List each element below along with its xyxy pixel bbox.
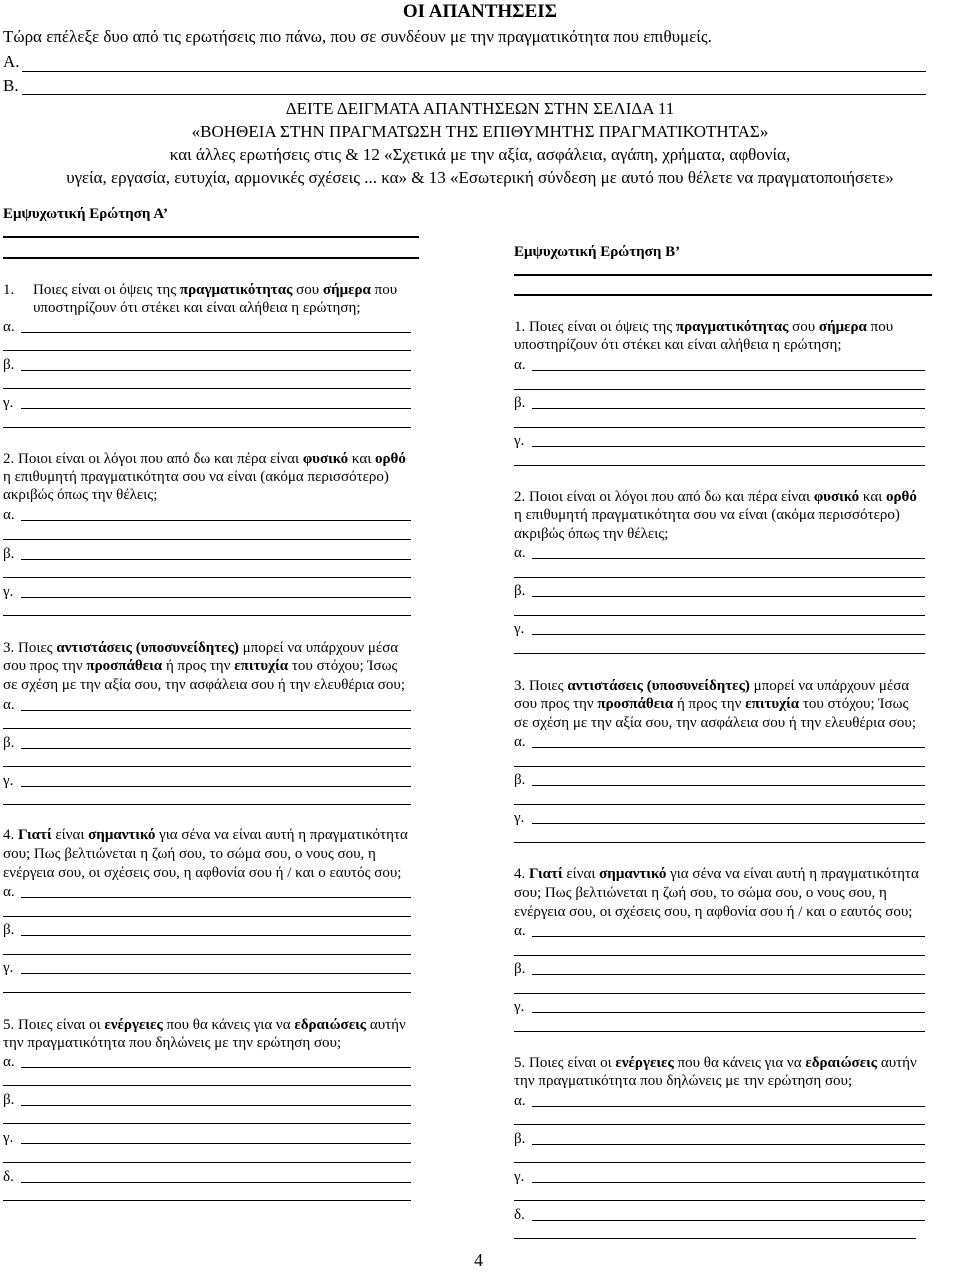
answer-line[interactable] (532, 785, 925, 786)
choice-a-line[interactable] (22, 71, 926, 72)
answer-line[interactable] (514, 389, 925, 390)
q4-line-2: σου; Πως βελτιώνεται η ζωή σου, το σώμα σου, ο νους σου, η (514, 885, 887, 901)
answer-line[interactable] (532, 1106, 925, 1107)
answer-line[interactable] (532, 1144, 925, 1145)
q1-line-1: 1. Ποιες είναι οι όψεις της πραγματικότητας σου σήμερα που (514, 319, 894, 335)
answer-c-label: γ. (3, 1130, 14, 1146)
answer-a-label: α. (3, 697, 15, 713)
answer-a-label: α. (514, 545, 526, 561)
answer-line[interactable] (3, 350, 411, 351)
answer-d-label: δ. (3, 1169, 14, 1185)
answer-c-label: γ. (3, 773, 14, 789)
answer-line[interactable] (532, 634, 925, 635)
answer-a-label: α. (514, 923, 526, 939)
answer-line[interactable] (21, 1182, 411, 1183)
answer-line[interactable] (21, 520, 411, 521)
q5-line-1: 5. Ποιες είναι οι ενέργειες που θα κάνεις για να εδραιώσεις αυτήν (514, 1055, 917, 1071)
answer-c-label: γ. (3, 584, 14, 600)
reference-line-2: «ΒΟΗΘΕΙΑ ΣΤΗΝ ΠΡΑΓΜΑΤΩΣΗ ΤΗΣ ΕΠΙΘΥΜΗΤΗΣ ΠΡΑΓΜΑΤΙΚΟΤΗΤΑΣ» (191, 122, 769, 141)
answer-line[interactable] (532, 1182, 925, 1183)
answer-a-label: α. (514, 1093, 526, 1109)
answer-a-label: α. (3, 319, 15, 335)
answer-line[interactable] (532, 936, 925, 937)
answer-line[interactable] (21, 710, 411, 711)
answer-line[interactable] (21, 597, 411, 598)
answer-b-label: β. (514, 583, 526, 599)
answer-line[interactable] (532, 823, 925, 824)
q4-line-1: 4. Γιατί είναι σημαντικό για σένα να είναι αυτή η πραγματικότητα (3, 827, 408, 843)
answer-line[interactable] (514, 766, 925, 767)
answer-line[interactable] (21, 748, 411, 749)
answer-c-label: γ. (514, 621, 525, 637)
answer-c-label: γ. (3, 960, 14, 976)
answer-line[interactable] (514, 1238, 916, 1239)
q1-line-2: υποστηρίζουν ότι στέκει και είναι αλήθεια η ερώτηση; (33, 300, 361, 316)
answer-line[interactable] (3, 1123, 411, 1124)
choice-b-line[interactable] (22, 94, 926, 95)
answer-b-label: β. (514, 1131, 526, 1147)
answer-line[interactable] (3, 577, 411, 578)
q4-line-2: σου; Πως βελτιώνεται η ζωή σου, το σώμα σου, ο νους σου, η (3, 846, 376, 862)
answer-line[interactable] (514, 1200, 925, 1201)
answer-b-label: β. (514, 772, 526, 788)
answer-line[interactable] (514, 465, 925, 466)
answer-line[interactable] (21, 1143, 411, 1144)
answer-line[interactable] (532, 558, 925, 559)
answer-line[interactable] (532, 370, 925, 371)
answer-c-label: γ. (514, 999, 525, 1015)
answer-line[interactable] (21, 1105, 411, 1106)
answer-line[interactable] (514, 842, 925, 843)
answer-line[interactable] (532, 1220, 925, 1221)
answer-line[interactable] (514, 804, 925, 805)
answer-a-label: α. (3, 507, 15, 523)
answer-line[interactable] (21, 408, 411, 409)
answer-b-label: β. (514, 395, 526, 411)
answer-line[interactable] (514, 653, 925, 654)
answer-c-label: γ. (514, 433, 525, 449)
answer-line[interactable] (3, 1162, 411, 1163)
reference-line-4: υγεία, εργασία, ευτυχία, αρμονικές σχέσεις ... κα» & 13 «Εσωτερική σύνδεση με αυτό που θέλετε να πραγματοποιήσετε» (66, 168, 894, 187)
answer-b-label: β. (3, 735, 15, 751)
answer-line[interactable] (3, 954, 411, 955)
choice-a-label: A. (3, 52, 20, 71)
answer-line[interactable] (3, 992, 411, 993)
answer-line[interactable] (514, 1162, 925, 1163)
answer-line[interactable] (532, 446, 925, 447)
answer-c-label: γ. (514, 810, 525, 826)
answer-a-label: α. (514, 734, 526, 750)
question-a-line-1[interactable] (3, 236, 419, 238)
reference-line-1: ΔΕΙΤΕ ΔΕΙΓΜΑΤΑ ΑΠΑΝΤΗΣΕΩΝ ΣΤΗΝ ΣΕΛΙΔΑ 11 (285, 99, 675, 118)
answer-c-label: γ. (3, 395, 14, 411)
answer-line[interactable] (3, 766, 411, 767)
q2-line-3: ακριβώς όπως την θέλεις; (514, 526, 669, 542)
answer-line[interactable] (21, 897, 411, 898)
q2-line-2: η επιθυμητή πραγματικότητα σου να είναι (ακόμα περισσότερο) (3, 469, 389, 485)
q3-line-2: σου προς την προσπάθεια ή προς την επιτυχία του στόχου; Ίσως (514, 696, 909, 712)
answer-b-label: β. (3, 357, 15, 373)
question-b-line-2[interactable] (514, 294, 932, 296)
answer-line[interactable] (3, 728, 411, 729)
q4-line-1: 4. Γιατί είναι σημαντικό για σένα να είναι αυτή η πραγματικότητα (514, 866, 919, 882)
answer-line[interactable] (3, 427, 411, 428)
answer-line[interactable] (3, 1200, 411, 1201)
answer-line[interactable] (21, 1067, 411, 1068)
answer-line[interactable] (532, 1012, 925, 1013)
answer-line[interactable] (3, 388, 411, 389)
answer-line[interactable] (21, 332, 411, 333)
q3-line-2: σου προς την προσπάθεια ή προς την επιτυχία του στόχου; Ίσως (3, 658, 398, 674)
answer-line[interactable] (21, 370, 411, 371)
q3-line-3: σε σχέση με την αξία σου, την ασφάλεια σου ή την ελευθέρια σου; (3, 677, 405, 693)
answer-a-label: α. (3, 1054, 15, 1070)
question-a-line-2[interactable] (3, 257, 419, 259)
answer-a-label: α. (514, 357, 526, 373)
question-b-line-1[interactable] (514, 274, 932, 276)
q2-line-2: η επιθυμητή πραγματικότητα σου να είναι (ακόμα περισσότερο) (514, 507, 900, 523)
answer-line[interactable] (3, 916, 411, 917)
answer-line[interactable] (532, 408, 925, 409)
q1-line-2: υποστηρίζουν ότι στέκει και είναι αλήθεια η ερώτηση; (514, 337, 842, 353)
answer-line[interactable] (532, 747, 925, 748)
answer-b-label: β. (3, 922, 15, 938)
q2-line-3: ακριβώς όπως την θέλεις; (3, 487, 158, 503)
answer-b-label: β. (3, 546, 15, 562)
q3-line-1: 3. Ποιες αντιστάσεις (υποσυνείδητες) μπορεί να υπάρχουν μέσα (3, 640, 399, 656)
subtitle-question-a: Εμψυχωτική Ερώτηση Α’ (3, 206, 168, 222)
q5-line-2: την πραγματικότητα που δηλώνεις με την ερώτηση σου; (514, 1073, 853, 1089)
reference-line-3: και άλλες ερωτήσεις στις & 12 «Σχετικά με την αξία, ασφάλεια, αγάπη, χρήματα, αφθονία, (169, 145, 791, 164)
answer-line[interactable] (532, 596, 925, 597)
answer-a-label: α. (3, 884, 15, 900)
answer-line[interactable] (514, 577, 925, 578)
answer-line[interactable] (514, 1124, 925, 1125)
q5-line-1: 5. Ποιες είναι οι ενέργειες που θα κάνεις για να εδραιώσεις αυτήν (3, 1017, 406, 1033)
answer-c-label: γ. (514, 1169, 525, 1185)
choice-b-label: B. (3, 76, 19, 95)
q2-line-1: 2. Ποιοι είναι οι λόγοι που από δω και πέρα είναι φυσικό και ορθό (3, 451, 406, 467)
subtitle-question-b: Εμψυχωτική Ερώτηση Β’ (514, 244, 681, 260)
page-title: ΟΙ ΑΠΑΝΤΗΣΕΙΣ (402, 1, 558, 22)
answer-line[interactable] (3, 1085, 411, 1086)
q1-line-1: Ποιες είναι οι όψεις της πραγματικότητας σου σήμερα που (33, 282, 398, 298)
answer-line[interactable] (3, 804, 411, 805)
answer-line[interactable] (532, 974, 925, 975)
answer-line[interactable] (3, 539, 411, 540)
answer-line[interactable] (514, 1031, 925, 1032)
q3-line-1: 3. Ποιες αντιστάσεις (υποσυνείδητες) μπορεί να υπάρχουν μέσα (514, 678, 910, 694)
q2-line-1: 2. Ποιοι είναι οι λόγοι που από δω και πέρα είναι φυσικό και ορθό (514, 489, 917, 505)
page-number: 4 (474, 1250, 483, 1270)
answer-d-label: δ. (514, 1207, 525, 1223)
answer-line[interactable] (514, 427, 925, 428)
q3-line-3: σε σχέση με την αξία σου, την ασφάλεια σου ή την ελευθέρια σου; (514, 715, 916, 731)
q5-line-2: την πραγματικότητα που δηλώνεις με την ερώτηση σου; (3, 1035, 342, 1051)
answer-line[interactable] (21, 786, 411, 787)
answer-line[interactable] (21, 935, 411, 936)
answer-b-label: β. (514, 961, 526, 977)
answer-b-label: β. (3, 1092, 15, 1108)
answer-line[interactable] (21, 973, 411, 974)
answer-line[interactable] (514, 993, 925, 994)
answer-line[interactable] (21, 559, 411, 560)
instruction-text: Τώρα επέλεξε δυο από τις ερωτήσεις πιο πάνω, που σε συνδέουν με την πραγματικότητα που επιθυμείς. (3, 27, 712, 46)
answer-line[interactable] (514, 615, 925, 616)
answer-line[interactable] (514, 955, 925, 956)
answer-line[interactable] (3, 615, 411, 616)
q4-line-3: ενέργεια σου, οι σχέσεις σου, η αφθονία σου ή / και ο εαυτός σου; (514, 904, 913, 920)
q1-number: 1. (3, 282, 15, 298)
q4-line-3: ενέργεια σου, οι σχέσεις σου, η αφθονία σου ή / και ο εαυτός σου; (3, 865, 402, 881)
